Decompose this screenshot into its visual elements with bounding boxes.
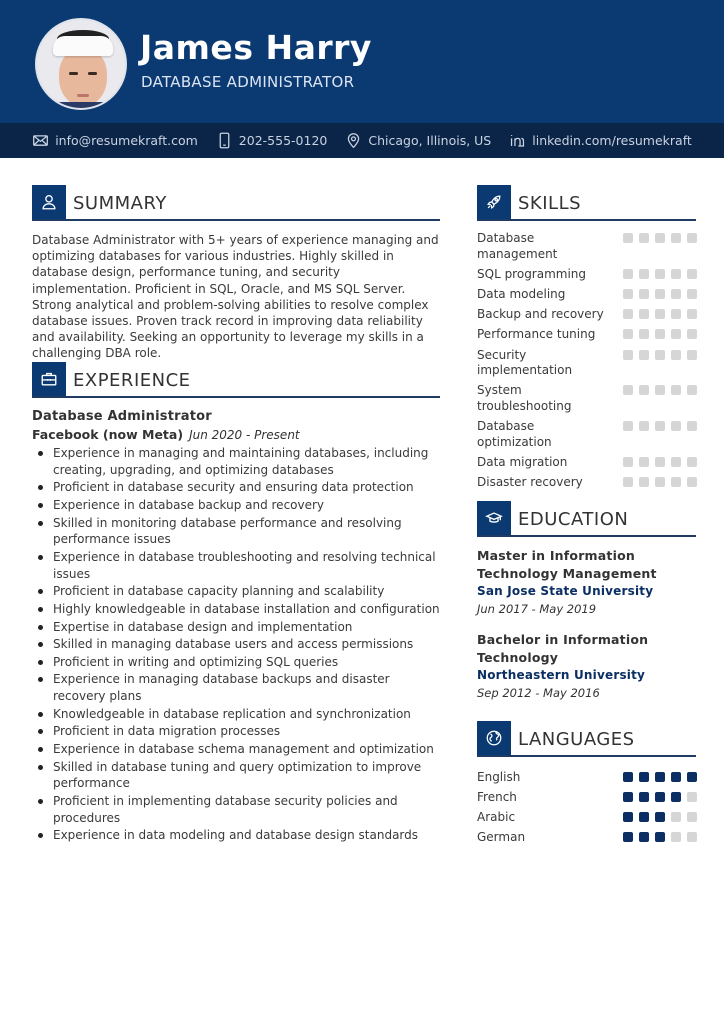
- rating-dot-empty: [639, 309, 649, 319]
- rating-dot-filled: [623, 832, 633, 842]
- languages-section-header: [477, 723, 696, 757]
- map-pin-icon: [345, 132, 362, 149]
- skill-item-name: SQL programming: [477, 266, 587, 281]
- contact-phone[interactable]: [216, 132, 328, 149]
- skill-item-name: System troubleshooting: [477, 383, 572, 413]
- education-degree: Bachelor in Information Technology: [477, 632, 649, 665]
- skill-item-name: Database optimization: [477, 419, 552, 449]
- job-bullet: Proficient in database security and ensuring data protection: [53, 479, 443, 496]
- rating-dot-filled: [671, 792, 681, 802]
- rating-dot-empty: [623, 350, 633, 360]
- briefcase-icon: [40, 370, 58, 388]
- rating-dot-empty: [671, 812, 681, 822]
- skills-section-header: [477, 187, 696, 221]
- linkedin-icon: [509, 132, 526, 149]
- rating-dot-empty: [655, 269, 665, 279]
- rating-dot-empty: [623, 385, 633, 395]
- profile-photo: [35, 18, 127, 110]
- rating-dot-empty: [687, 477, 697, 487]
- rating-dot-empty: [671, 233, 681, 243]
- education-school: Northeastern University: [477, 668, 646, 682]
- rating-dot-empty: [623, 233, 633, 243]
- rating-dot-empty: [655, 421, 665, 431]
- skill-item-name: Disaster recovery: [477, 475, 583, 490]
- skill-item-name: Performance tuning: [477, 327, 596, 342]
- rating-dot-empty: [671, 832, 681, 842]
- rating-dot-empty: [671, 289, 681, 299]
- rating-dot-empty: [639, 329, 649, 339]
- rating-dots: [623, 455, 697, 467]
- rating-dot-empty: [687, 309, 697, 319]
- rating-dot-filled: [671, 772, 681, 782]
- job-bullet: Experience in managing database backups and disaster recovery plans: [53, 671, 443, 705]
- skill-item: [477, 287, 697, 303]
- job-company: Facebook (now Meta): [32, 427, 184, 442]
- rating-dot-filled: [639, 812, 649, 822]
- rating-dot-filled: [639, 772, 649, 782]
- rating-dots: [623, 832, 697, 842]
- languages-title: LANGUAGES: [518, 729, 635, 750]
- rating-dot-filled: [655, 832, 665, 842]
- rating-dot-filled: [687, 772, 697, 782]
- skill-item-name: Data modeling: [477, 286, 566, 301]
- job-title: Database Administrator: [32, 409, 212, 424]
- skill-item-name: Security implementation: [477, 347, 573, 378]
- summary-text: Database Administrator with 5+ years of experience managing and optimizing databases for various industries. Highly skilled in database design, performance tuning, and security implementation. Proficient in SQL, Oracle, and MS SQL Server. Strong analytical and problem-solving abilities to resolve complex database issues. Proven track record in improving data reliability and availability. Seeking an opportunity to leverage my skills in a challenging DBA role.: [32, 233, 439, 361]
- rating-dot-empty: [655, 477, 665, 487]
- rating-dot-empty: [687, 792, 697, 802]
- rating-dots: [623, 419, 697, 431]
- rating-dot-empty: [655, 233, 665, 243]
- rating-dots: [623, 475, 697, 487]
- rating-dot-empty: [639, 457, 649, 467]
- rating-dot-empty: [655, 457, 665, 467]
- rating-dots: [623, 772, 697, 782]
- rating-dot-filled: [655, 772, 665, 782]
- rating-dots: [623, 812, 697, 822]
- rating-dot-empty: [639, 269, 649, 279]
- skill-item: [477, 475, 697, 491]
- education-period: Jun 2017 - May 2019: [477, 602, 597, 616]
- education-period: Sep 2012 - May 2016: [477, 686, 600, 700]
- skill-item-name: Database management: [477, 231, 558, 261]
- rating-dots: [623, 792, 697, 802]
- rating-dots: [623, 231, 697, 243]
- education-entry: [477, 631, 697, 702]
- job-bullet: Expertise in database design and implementation: [53, 619, 443, 636]
- rating-dots: [623, 327, 697, 339]
- job-dates: Jun 2020 - Present: [189, 428, 300, 442]
- skill-item: [477, 267, 697, 283]
- skill-item: [477, 307, 697, 323]
- rating-dot-empty: [623, 269, 633, 279]
- rating-dot-empty: [623, 457, 633, 467]
- job-bullet: Proficient in database capacity planning and scalability: [53, 583, 443, 600]
- rating-dot-empty: [623, 421, 633, 431]
- contact-location: [345, 132, 491, 149]
- skill-item: [477, 348, 697, 379]
- photo-face: [59, 48, 107, 106]
- language-item-name: English: [477, 770, 521, 784]
- rating-dot-empty: [655, 309, 665, 319]
- rating-dots: [623, 307, 697, 319]
- rating-dot-empty: [671, 385, 681, 395]
- education-section-header: [477, 503, 696, 537]
- education-icon-box: [477, 501, 511, 535]
- rating-dot-empty: [687, 269, 697, 279]
- education-school: San Jose State University: [477, 584, 654, 598]
- skill-item-name: Data migration: [477, 454, 568, 469]
- job-bullet: Experience in database schema management and optimization: [53, 741, 443, 758]
- rating-dot-empty: [687, 233, 697, 243]
- contact-email-text: info@resumekraft.com: [55, 133, 198, 148]
- job-bullet: Skilled in database tuning and query optimization to improve performance: [53, 759, 443, 793]
- rating-dot-empty: [687, 329, 697, 339]
- education-degree: Master in Information Technology Management: [477, 548, 657, 581]
- photo-eye-right: [88, 72, 97, 75]
- job-bullet: Experience in managing and maintaining databases, including creating, upgrading, and optimizing databases: [53, 445, 443, 479]
- job-bullet: Experience in database troubleshooting and resolving technical issues: [53, 549, 443, 583]
- contact-location-text: Chicago, Illinois, US: [368, 133, 492, 148]
- rating-dot-empty: [639, 385, 649, 395]
- job-bullet: Highly knowledgeable in database installation and configuration: [53, 601, 443, 618]
- skill-item-name: Backup and recovery: [477, 307, 604, 322]
- rating-dot-empty: [655, 289, 665, 299]
- job-company-line: [32, 427, 300, 442]
- rating-dot-filled: [655, 792, 665, 802]
- language-item: [477, 767, 697, 787]
- skills-list: [477, 231, 697, 495]
- rocket-icon: [485, 193, 503, 211]
- languages-icon-box: [477, 721, 511, 755]
- language-item: [477, 807, 697, 827]
- globe-icon: [485, 729, 503, 747]
- rating-dot-empty: [687, 421, 697, 431]
- rating-dot-empty: [639, 477, 649, 487]
- skill-item: [477, 455, 697, 471]
- envelope-icon: [32, 132, 49, 149]
- rating-dot-filled: [623, 792, 633, 802]
- user-icon: [40, 193, 58, 211]
- rating-dot-empty: [671, 269, 681, 279]
- candidate-role: DATABASE ADMINISTRATOR: [141, 73, 355, 91]
- experience-title: EXPERIENCE: [73, 370, 191, 391]
- summary-icon-box: [32, 185, 66, 219]
- skills-title: SKILLS: [518, 193, 582, 214]
- photo-eye-left: [69, 72, 78, 75]
- rating-dot-empty: [671, 329, 681, 339]
- rating-dots: [623, 267, 697, 279]
- job-bullet: Experience in data modeling and database design standards: [53, 827, 443, 844]
- rating-dots: [623, 287, 697, 299]
- contact-phone-text: 202-555-0120: [238, 133, 328, 148]
- job-bullet: Skilled in monitoring database performance and resolving performance issues: [53, 515, 443, 549]
- rating-dot-empty: [671, 457, 681, 467]
- rating-dot-empty: [623, 477, 633, 487]
- rating-dot-empty: [639, 289, 649, 299]
- contact-email[interactable]: [32, 132, 198, 149]
- language-item-name: German: [477, 830, 526, 844]
- job-bullet: Proficient in implementing database security policies and procedures: [53, 793, 443, 827]
- education-entry: [477, 547, 697, 618]
- graduation-cap-icon: [485, 509, 503, 527]
- rating-dot-empty: [639, 233, 649, 243]
- phone-icon: [216, 132, 233, 149]
- rating-dot-empty: [687, 350, 697, 360]
- photo-shirt: [51, 102, 115, 110]
- contact-bar: [0, 123, 724, 158]
- job-bullet: Knowledgeable in database replication and synchronization: [53, 706, 443, 723]
- rating-dot-empty: [687, 457, 697, 467]
- rating-dot-empty: [687, 832, 697, 842]
- experience-section-header: [32, 364, 440, 398]
- language-item-name: French: [477, 790, 517, 804]
- skill-item: [477, 383, 697, 414]
- rating-dot-filled: [655, 812, 665, 822]
- job-bullet: Experience in database backup and recovery: [53, 497, 443, 514]
- summary-title: SUMMARY: [73, 193, 167, 214]
- rating-dots: [623, 383, 697, 395]
- languages-list: [477, 767, 697, 847]
- skill-item: [477, 327, 697, 343]
- education-title: EDUCATION: [518, 509, 629, 530]
- language-item: [477, 827, 697, 847]
- rating-dot-empty: [655, 329, 665, 339]
- skills-icon-box: [477, 185, 511, 219]
- job-bullets: [53, 445, 443, 845]
- language-item-name: Arabic: [477, 810, 516, 824]
- rating-dot-empty: [671, 309, 681, 319]
- rating-dot-empty: [639, 350, 649, 360]
- photo-mouth: [77, 94, 89, 97]
- rating-dot-empty: [623, 309, 633, 319]
- job-bullet: Proficient in data migration processes: [53, 723, 443, 740]
- language-item: [477, 787, 697, 807]
- candidate-name: James Harry: [140, 28, 372, 67]
- rating-dot-filled: [623, 812, 633, 822]
- rating-dot-filled: [639, 792, 649, 802]
- rating-dots: [623, 348, 697, 360]
- skill-item: [477, 419, 697, 450]
- contact-linkedin-text: linkedin.com/resumekraft: [532, 133, 692, 148]
- experience-icon-box: [32, 362, 66, 396]
- rating-dot-filled: [639, 832, 649, 842]
- summary-section-header: [32, 187, 440, 221]
- rating-dot-empty: [671, 350, 681, 360]
- rating-dot-empty: [687, 385, 697, 395]
- job-bullet: Proficient in writing and optimizing SQL queries: [53, 654, 443, 671]
- rating-dot-empty: [671, 421, 681, 431]
- contact-linkedin[interactable]: [509, 132, 692, 149]
- job-bullet: Skilled in managing database users and access permissions: [53, 636, 443, 653]
- rating-dot-empty: [655, 385, 665, 395]
- resume-header: [0, 0, 724, 123]
- rating-dot-empty: [655, 350, 665, 360]
- rating-dot-empty: [687, 289, 697, 299]
- rating-dot-empty: [687, 812, 697, 822]
- photo-visor: [53, 36, 113, 56]
- rating-dot-empty: [671, 477, 681, 487]
- skill-item: [477, 231, 697, 262]
- rating-dot-empty: [623, 329, 633, 339]
- rating-dot-empty: [623, 289, 633, 299]
- rating-dot-filled: [623, 772, 633, 782]
- rating-dot-empty: [639, 421, 649, 431]
